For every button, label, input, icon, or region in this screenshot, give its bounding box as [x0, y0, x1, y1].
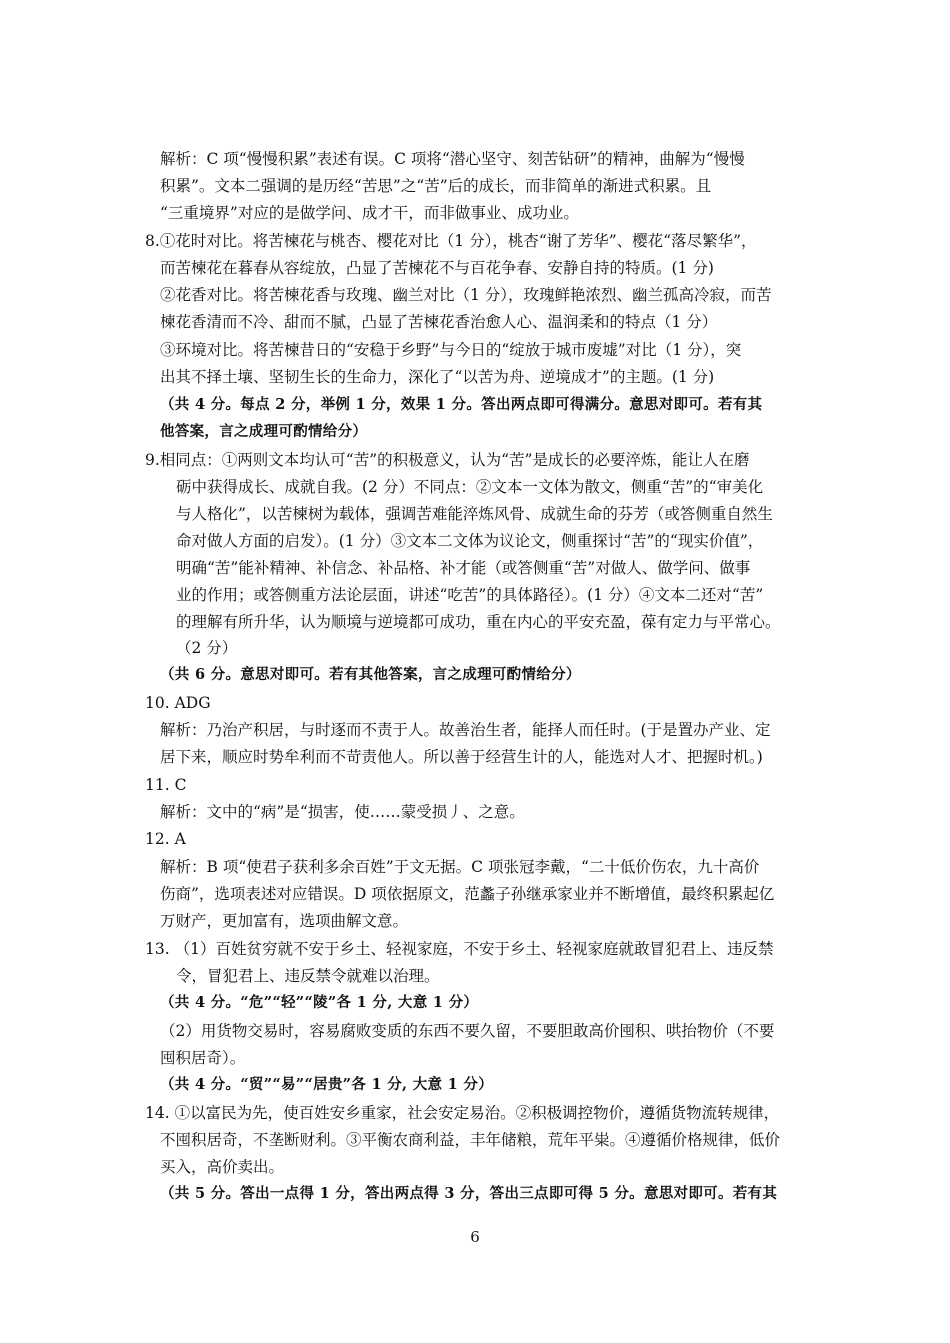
scoring-note: （共 6 分。意思对即可。若有其他答案，言之成理可酌情给分）: [160, 666, 581, 683]
text-line: 而苦楝花在暮春从容绽放，凸显了苦楝花不与百花争春、安静自持的特质。(1 分): [160, 259, 714, 277]
text-line: 解析：C 项“慢慢积累”表述有误。C 项将“潜心坚守、刻苦钻研”的精神，曲解为“慢慢: [160, 150, 745, 168]
text-line: “三重境界”对应的是做学问、成才干，而非做事业、成功业。: [160, 204, 579, 222]
text-line: 解析：文中的“病”是“损害，使……蒙受损丿、之意。: [160, 803, 525, 821]
question-number: 10. ADG: [145, 694, 211, 712]
text-line: 不囤积居奇，不垄断财利。③平衡农商利益，丰年储粮，荒年平粜。④遵循价格规律，低价: [160, 1131, 781, 1149]
text-line: 伤商”，选项表述对应错误。D 项依据原文，范蠡子孙继承家业并不断增值，最终积累起亿: [160, 885, 775, 903]
text-line: （2 分）: [176, 639, 238, 657]
text-line: 业的作用；或答侧重方法论层面，讲述“吃苦”的具体路径）。(1 分）④文本二还对“苦”: [176, 586, 764, 604]
scoring-note: （共 5 分。答出一点得 1 分，答出两点得 3 分，答出三点即可得 5 分。意思对即可。若有其: [160, 1185, 778, 1202]
text-line: 14. ①以富民为先，使百姓安乡重家，社会安定易治。②积极调控物价，遵循货物流转规律，: [145, 1104, 780, 1122]
text-line: （2）用货物交易时，容易腐败变质的东西不要久留，不要胆敢高价囤积、哄抬物价（不要: [160, 1022, 775, 1040]
text-line: 万财产，更加富有，选项曲解文意。: [160, 912, 409, 930]
text-line: 令，冒犯君上、违反禁令就难以治理。: [176, 967, 440, 985]
text-line: 13. （1）百姓贫穷就不安于乡土、轻视家庭，不安于乡土、轻视家庭就敢冒犯君上、违反禁: [145, 940, 774, 958]
scoring-note: 他答案，言之成理可酌情给分）: [160, 423, 368, 440]
text-line: ②花香对比。将苦楝花香与玫瑰、幽兰对比（1 分），玫瑰鲜艳浓烈、幽兰孤高冷寂，而苦: [160, 286, 772, 304]
page-number: 6: [470, 1228, 480, 1246]
text-line: 买入，高价卖出。: [160, 1158, 285, 1176]
text-line: 囤积居奇）。: [160, 1049, 246, 1067]
scoring-note: （共 4 分。“危”“轻”“陵”各 1 分, 大意 1 分）: [160, 994, 479, 1011]
text-line: 解析：乃治产积居，与时逐而不责于人。故善治生者，能择人而任时。(于是置办产业、定: [160, 721, 771, 739]
text-line: 与人格化”，以苦楝树为载体，强调苦难能淬炼风骨、成就生命的芬芳（或答侧重自然生: [176, 505, 773, 523]
text-line: 出其不择土壤、坚韧生长的生命力，深化了“以苦为舟、逆境成才”的主题。(1 分): [160, 368, 715, 386]
question-number: 12. A: [145, 830, 186, 848]
scoring-note: （共 4 分。“贸”“易”“居贵”各 1 分, 大意 1 分）: [160, 1076, 493, 1093]
text-line: 居下来，顺应时势牟利而不苛责他人。所以善于经营生计的人，能选对人才、把握时机。): [160, 748, 763, 766]
text-line: 8.①花时对比。将苦楝花与桃杏、樱花对比（1 分），桃杏“谢了芳华”、樱花“落尽繁华”，: [145, 232, 757, 250]
text-line: 解析：B 项“使君子获利多余百姓”于文无据。C 项张冠李戴，“二十低价伤农，九十高价: [160, 858, 760, 876]
text-line: ③环境对比。将苦楝昔日的“安稳于乡野”与今日的“绽放于城市废墟”对比（1 分），突: [160, 341, 742, 359]
text-line: 命对做人方面的启发）。(1 分）③文本二文体为议论文，侧重探讨“苦”的“现实价值”，: [176, 532, 764, 550]
text-line: 积累”。文本二强调的是历经“苦思”之“苦”后的成长，而非简单的渐进式积累。且: [160, 177, 712, 195]
text-line: 的理解有所升华，认为顺境与逆境都可成功，重在内心的平安充盈，葆有定力与平常心。: [176, 613, 781, 631]
text-line: 砺中获得成长、成就自我。(2 分）不同点：②文本一文体为散文，侧重“苦”的“审美化: [176, 478, 764, 496]
question-number: 11. C: [145, 776, 187, 794]
text-line: 明确“苦”能补精神、补信念、补品格、补才能（或答侧重“苦”对做人、做学问、做事: [176, 559, 751, 577]
scoring-note: （共 4 分。每点 2 分，举例 1 分，效果 1 分。答出两点即可得满分。意思对即可。若有其: [160, 396, 763, 413]
text-line: 楝花香清而不冷、甜而不腻，凸显了苦楝花香治愈人心、温润柔和的特点（1 分）: [160, 313, 718, 331]
text-line: 9.相同点：①两则文本均认可“苦”的积极意义，认为“苦”是成长的必要淬炼，能让人在磨: [145, 451, 750, 469]
